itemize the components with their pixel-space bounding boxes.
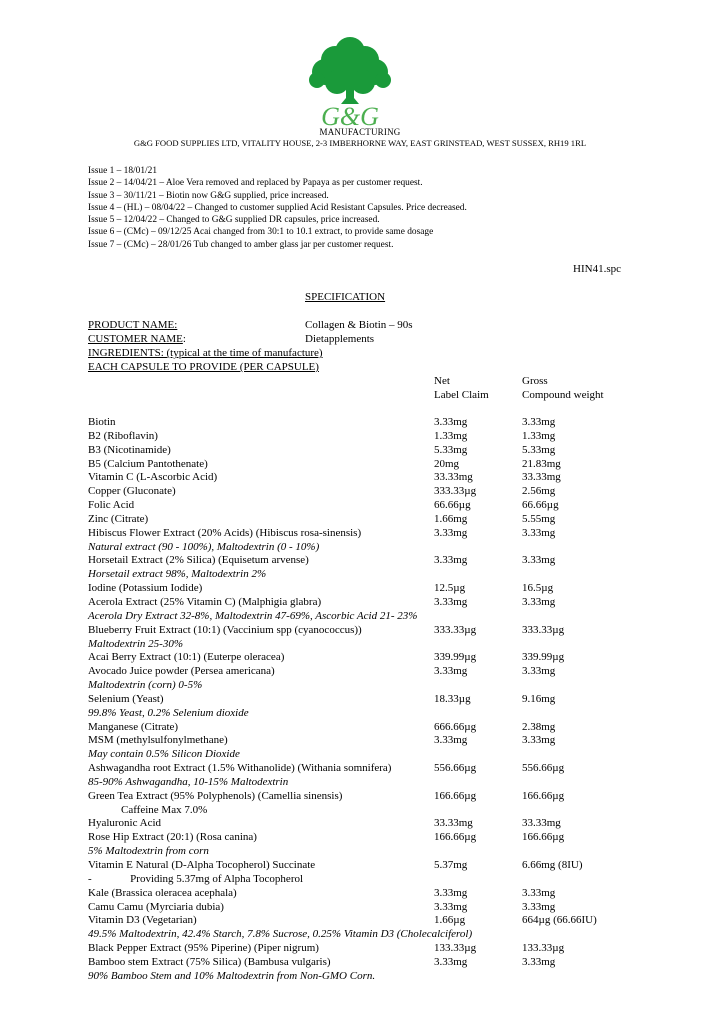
gross-compound-weight: 3.33mg <box>522 886 556 899</box>
issue-line: Issue 1 – 18/01/21 <box>88 166 158 176</box>
ingredient-note-row <box>88 845 648 859</box>
ingredient-row <box>88 582 648 596</box>
gross-compound-weight: 2.56mg <box>522 485 556 498</box>
net-header-line2: Label Claim <box>434 388 489 401</box>
gross-compound-weight: 21.83mg <box>522 457 561 470</box>
gross-compound-weight: 33.33mg <box>522 471 561 484</box>
ingredient-name: Green Tea Extract (95% Polyphenols) (Camellia sinensis) <box>88 789 343 802</box>
net-label-claim: 18.33µg <box>434 692 471 705</box>
net-label-claim: 166.66µg <box>434 831 477 844</box>
gross-compound-weight: 1.33mg <box>522 429 556 442</box>
ingredient-note-row <box>88 707 648 721</box>
customer-name-label-text: CUSTOMER NAME <box>88 333 183 345</box>
gross-compound-weight: 3.33mg <box>522 665 556 678</box>
ingredient-note: Natural extract (90 - 100%), Maltodextrin (0 - 10%) <box>88 540 320 553</box>
net-label-claim: 3.33mg <box>434 734 468 747</box>
each-capsule-heading: EACH CAPSULE TO PROVIDE (PER CAPSULE) <box>88 361 319 373</box>
ingredients-heading: INGREDIENTS: (typical at the time of manufacture) <box>88 347 323 359</box>
ingredient-name: Kale (Brassica oleracea acephala) <box>88 886 237 899</box>
gross-compound-weight: 6.66mg (8IU) <box>522 859 583 871</box>
document-reference: HIN41.spc <box>573 263 621 275</box>
ingredient-row <box>88 873 648 887</box>
customer-name-value: Dietapplements <box>305 333 375 345</box>
net-column-header <box>434 375 489 402</box>
ingredient-note-row <box>88 568 648 582</box>
ingredient-note-row <box>88 679 648 693</box>
ingredient-row <box>88 458 648 472</box>
ingredient-row <box>88 485 648 499</box>
ingredient-name: B2 (Riboflavin) <box>88 429 158 442</box>
ingredient-row <box>88 942 648 956</box>
ingredient-name: Hyaluronic Acid <box>88 817 162 830</box>
ingredient-note-row <box>88 541 648 555</box>
gross-compound-weight: 2.38mg <box>522 720 556 733</box>
net-label-claim: 3.33mg <box>434 665 468 678</box>
ingredient-name: Vitamin C (L-Ascorbic Acid) <box>88 471 218 484</box>
tree-logo-icon <box>305 30 395 128</box>
ingredient-row <box>88 513 648 527</box>
issue-line: Issue 4 – (HL) – 08/04/22 – Changed to customer supplied Acid Resistant Capsules. Price decreased. <box>88 202 467 213</box>
ingredient-row <box>88 859 648 873</box>
ingredient-row <box>88 527 648 541</box>
ingredient-name: B3 (Nicotinamide) <box>88 443 171 456</box>
ingredient-row <box>88 887 648 901</box>
ingredient-name: Bamboo stem Extract (75% Silica) (Bambusa vulgaris) <box>88 955 331 968</box>
customer-name-colon: : <box>182 333 186 345</box>
net-label-claim: 3.33mg <box>434 955 468 968</box>
ingredient-name: Camu Camu (Myrciaria dubia) <box>88 900 224 913</box>
gross-compound-weight: 5.55mg <box>522 512 556 525</box>
issue-line: Issue 3 – 30/11/21 – Biotin now G&G supplied, price increased. <box>88 190 329 201</box>
gross-compound-weight: 339.99µg <box>522 651 565 664</box>
ingredient-note: Maltodextrin 25-30% <box>88 637 184 650</box>
ingredient-name: Hibiscus Flower Extract (20% Acids) (Hibiscus rosa-sinensis) <box>88 526 362 539</box>
gross-column-header <box>522 375 604 402</box>
ingredient-note-row <box>88 638 648 652</box>
company-address: G&G FOOD SUPPLIES LTD, VITALITY HOUSE, 2-3 IMBERHORNE WAY, EAST GRINSTEAD, WEST SUSSEX, RH19 1RL <box>133 138 587 148</box>
manufacturing-label: MANUFACTURING <box>319 127 401 137</box>
ingredient-name: Acai Berry Extract (10:1) (Euterpe oleracea) <box>88 651 285 664</box>
ingredient-note-row <box>88 970 648 984</box>
net-label-claim: 133.33µg <box>434 942 477 955</box>
gross-compound-weight: 3.33mg <box>522 900 556 913</box>
net-label-claim: 12.5µg <box>434 582 466 595</box>
ingredient-row <box>88 416 648 430</box>
ingredient-name: Acerola Extract (25% Vitamin C) (Malphigia glabra) <box>88 595 322 608</box>
net-label-claim: 5.37mg <box>434 859 468 871</box>
ingredient-name: Iodine (Potassium Iodide) <box>88 582 203 595</box>
gross-compound-weight: 66.66µg <box>522 499 559 512</box>
net-label-claim: 66.66µg <box>434 499 471 512</box>
net-header-line1: Net <box>434 375 450 387</box>
ingredient-row <box>88 790 648 804</box>
gross-compound-weight: 166.66µg <box>522 831 565 844</box>
ingredient-name: Horsetail Extract (2% Silica) (Equisetum arvense) <box>88 554 309 567</box>
net-label-claim: 333.33µg <box>434 485 477 498</box>
net-label-claim: 20mg <box>434 457 460 470</box>
ingredient-note: 99.8% Yeast, 0.2% Selenium dioxide <box>88 706 249 719</box>
gross-compound-weight: 3.33mg <box>522 734 556 747</box>
net-label-claim: 1.66µg <box>434 914 466 927</box>
ingredient-note: Maltodextrin (corn) 0-5% <box>88 679 203 692</box>
logo-text: G&G <box>321 102 379 128</box>
ingredient-name: B5 (Calcium Pantothenate) <box>88 457 208 470</box>
issue-line: Issue 7 – (CMc) – 28/01/26 Tub changed to amber glass jar per customer request. <box>88 239 394 250</box>
ingredient-name: Vitamin D3 (Vegetarian) <box>88 914 197 927</box>
ingredient-note: 90% Bamboo Stem and 10% Maltodextrin from Non-GMO Corn. <box>88 969 376 982</box>
net-label-claim: 1.33mg <box>434 429 468 442</box>
ingredient-row <box>88 624 648 638</box>
ingredient-row <box>88 651 648 665</box>
ingredient-row <box>88 596 648 610</box>
ingredient-name: Rose Hip Extract (20:1) (Rosa canina) <box>88 831 257 844</box>
gross-compound-weight: 3.33mg <box>522 554 556 567</box>
ingredient-row <box>88 734 648 748</box>
gross-compound-weight: 133.33µg <box>522 942 565 955</box>
ingredient-row <box>88 956 648 970</box>
ingredient-note: Horsetail extract 98%, Maltodextrin 2% <box>88 568 267 581</box>
gross-compound-weight: 16.5µg <box>522 582 554 595</box>
ingredient-note-row <box>88 776 648 790</box>
ingredient-row <box>88 762 648 776</box>
ingredient-name: Avocado Juice powder (Persea americana) <box>88 665 275 678</box>
net-label-claim: 339.99µg <box>434 651 477 664</box>
ingredient-note-row <box>88 928 648 942</box>
ingredient-note: Acerola Dry Extract 32-8%, Maltodextrin 47-69%, Ascorbic Acid 21- 23% <box>88 609 418 622</box>
gross-compound-weight: 556.66µg <box>522 762 565 775</box>
ingredient-note-row <box>88 748 648 762</box>
net-label-claim: 5.33mg <box>434 443 468 456</box>
gross-compound-weight: 5.33mg <box>522 443 556 456</box>
issue-line: Issue 6 – (CMc) – 09/12/25 Acai changed from 30:1 to 10.1 extract, to provide same dosage <box>88 227 434 238</box>
ingredient-row <box>88 430 648 444</box>
net-label-claim: 33.33mg <box>434 471 473 484</box>
ingredient-name: Ashwagandha root Extract (1.5% Withanolide) (Withania somnifera) <box>88 762 392 775</box>
gross-compound-weight: 3.33mg <box>522 416 556 428</box>
ingredient-row <box>88 914 648 928</box>
ingredient-row <box>88 721 648 735</box>
net-label-claim: 3.33mg <box>434 886 468 899</box>
gross-header-line1: Gross <box>522 375 548 387</box>
net-label-claim: 333.33µg <box>434 623 477 636</box>
ingredient-row <box>88 499 648 513</box>
ingredient-row <box>88 804 648 818</box>
net-label-claim: 1.66mg <box>434 512 468 525</box>
gross-header-line2: Compound weight <box>522 388 604 401</box>
net-label-claim: 3.33mg <box>434 526 468 539</box>
net-label-claim: 166.66µg <box>434 789 477 802</box>
ingredient-name: Vitamin E Natural (D-Alpha Tocopherol) Succinate <box>88 859 316 871</box>
ingredients-table <box>88 416 648 984</box>
ingredient-name: Caffeine Max 7.0% <box>88 803 208 816</box>
net-label-claim: 3.33mg <box>434 416 468 428</box>
ingredient-note-row <box>88 610 648 624</box>
ingredient-name: Manganese (Citrate) <box>88 720 179 733</box>
ingredient-name: Biotin <box>88 416 116 428</box>
ingredient-row <box>88 817 648 831</box>
gross-compound-weight: 333.33µg <box>522 623 565 636</box>
gross-compound-weight: 3.33mg <box>522 526 556 539</box>
gross-compound-weight: 664µg (66.66IU) <box>522 914 597 927</box>
ingredient-name: Black Pepper Extract (95% Piperine) (Piper nigrum) <box>88 942 319 955</box>
ingredient-row <box>88 901 648 915</box>
gross-compound-weight: 3.33mg <box>522 955 556 968</box>
net-label-claim: 3.33mg <box>434 595 468 608</box>
ingredient-row <box>88 554 648 568</box>
ingredient-row <box>88 831 648 845</box>
ingredient-name: Zinc (Citrate) <box>88 512 149 525</box>
ingredient-name: Selenium (Yeast) <box>88 692 164 705</box>
ingredient-name: Folic Acid <box>88 499 135 512</box>
ingredient-row <box>88 471 648 485</box>
ingredient-note: 49.5% Maltodextrin, 42.4% Starch, 7.8% Sucrose, 0.25% Vitamin D3 (Cholecalciferol) <box>88 928 473 941</box>
ingredient-name: - Providing 5.37mg of Alpha Tocopherol <box>88 872 304 885</box>
product-name-label: PRODUCT NAME: <box>88 319 178 331</box>
ingredient-name: Blueberry Fruit Extract (10:1) (Vaccinium spp (cyanococcus)) <box>88 623 362 636</box>
gross-compound-weight: 33.33mg <box>522 817 561 830</box>
gross-compound-weight: 166.66µg <box>522 789 565 802</box>
net-label-claim: 3.33mg <box>434 900 468 913</box>
net-label-claim: 33.33mg <box>434 817 473 830</box>
gross-compound-weight: 3.33mg <box>522 595 556 608</box>
customer-name-label <box>88 333 186 345</box>
ingredient-row <box>88 444 648 458</box>
net-label-claim: 556.66µg <box>434 762 477 775</box>
issue-history <box>88 165 467 251</box>
ingredient-name: MSM (methylsulfonylmethane) <box>88 734 228 747</box>
ingredient-note: 85-90% Ashwagandha, 10-15% Maltodextrin <box>88 775 289 788</box>
ingredient-row <box>88 665 648 679</box>
gross-compound-weight: 9.16mg <box>522 692 556 705</box>
ingredient-name: Copper (Gluconate) <box>88 485 176 498</box>
ingredient-note: 5% Maltodextrin from corn <box>88 845 209 858</box>
net-label-claim: 3.33mg <box>434 554 468 567</box>
issue-line: Issue 5 – 12/04/22 – Changed to G&G supplied DR capsules, price increased. <box>88 215 380 226</box>
product-name-value: Collagen & Biotin – 90s <box>305 319 413 331</box>
specification-title: SPECIFICATION <box>305 291 386 303</box>
ingredient-note: May contain 0.5% Silicon Dioxide <box>88 748 240 761</box>
ingredient-row <box>88 693 648 707</box>
net-label-claim: 666.66µg <box>434 720 477 733</box>
issue-line: Issue 2 – 14/04/21 – Aloe Vera removed and replaced by Papaya as per customer request. <box>88 178 423 189</box>
